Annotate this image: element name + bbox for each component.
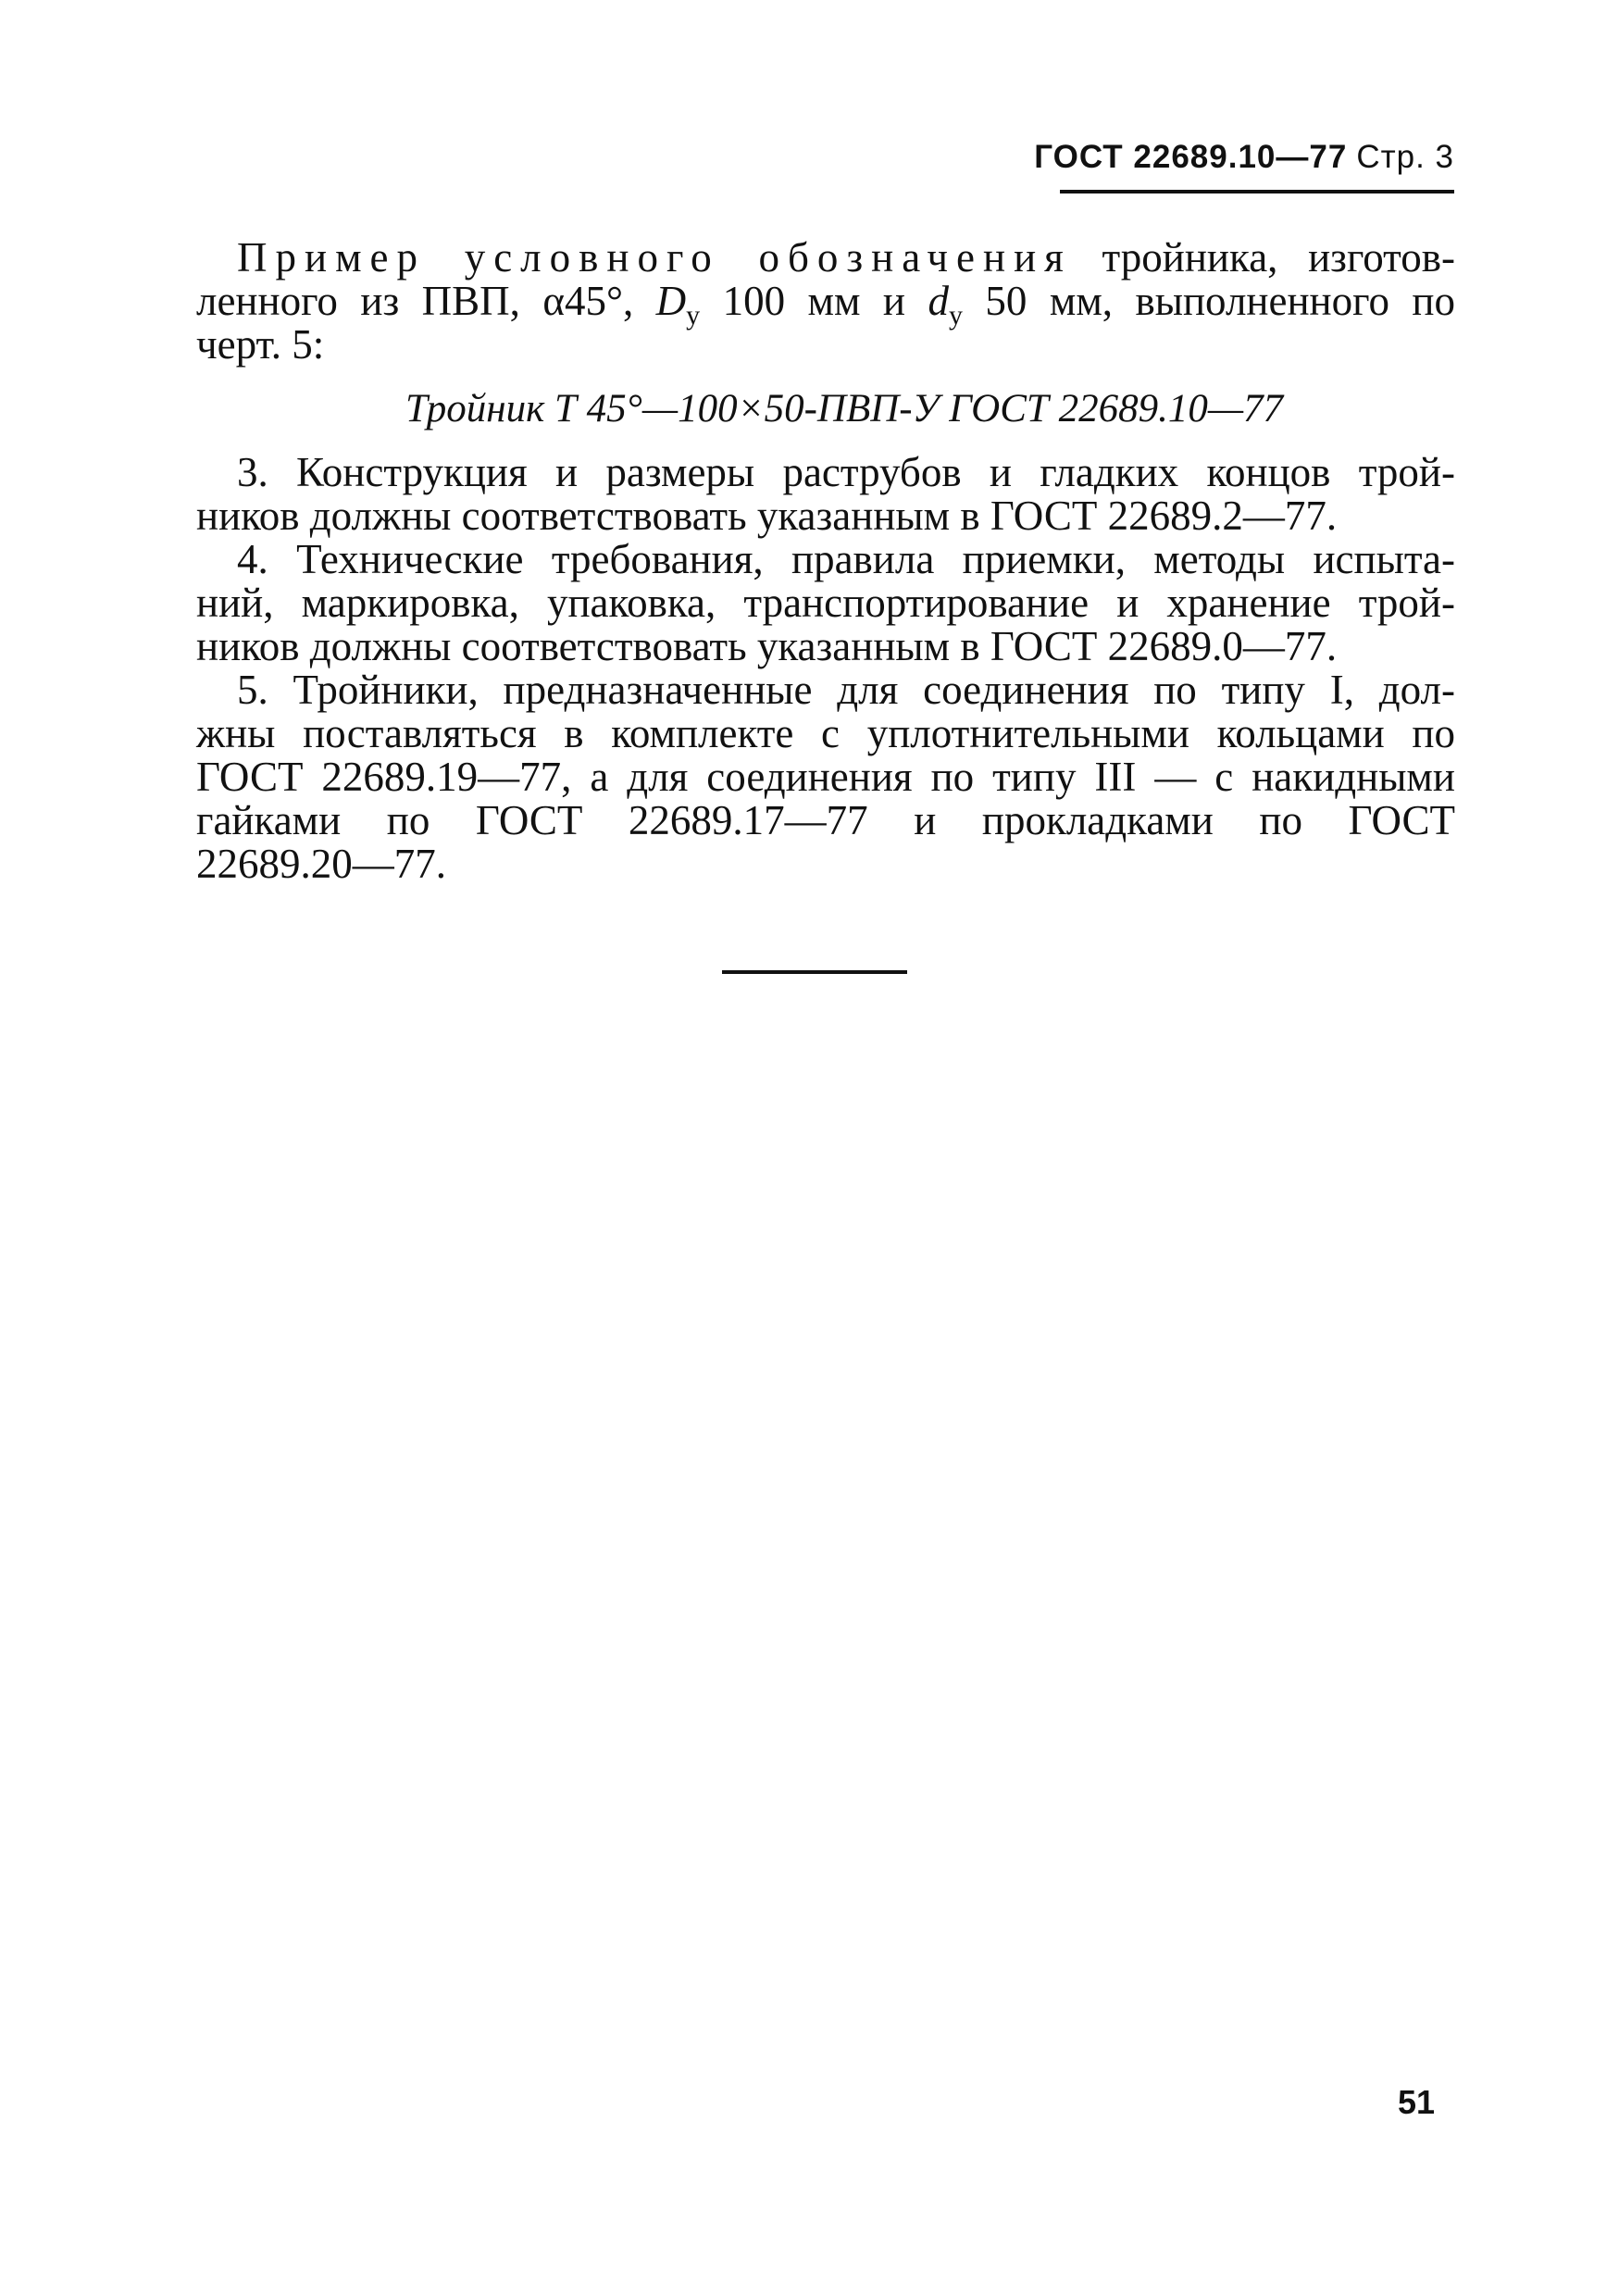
item-4-line-2: ний, маркировка, упаковка, транспортирование и хранение трой- — [196, 580, 1455, 626]
item-3-line-1: 3. Конструкция и размеры раструбов и гладких концов трой- — [237, 449, 1455, 495]
example-paragraph — [196, 236, 1455, 367]
dy-small-subscript: y — [948, 300, 963, 331]
end-rule — [722, 970, 907, 974]
item-5 — [196, 668, 1455, 886]
header-page-label: Стр. 3 — [1356, 139, 1454, 175]
item-4-line-1: 4. Технические требования, правила приемки, методы испыта- — [237, 536, 1455, 582]
example-spaced-text: Пример условного обозначения — [237, 234, 1072, 281]
example-line-2-c: 50 мм, выполненного по — [962, 278, 1455, 324]
dy-subscript: y — [686, 300, 701, 331]
header-standard: ГОСТ 22689.10—77 — [1034, 139, 1348, 175]
item-5-line-3: ГОСТ 22689.19—77, а для соединения по типу III — с накидными — [196, 754, 1455, 800]
header-rule — [1060, 190, 1454, 193]
example-line-1 — [196, 236, 1455, 280]
designation-example: Тройник Т 45°—100×50-ПВП-У ГОСТ 22689.10—77 — [405, 387, 1284, 430]
item-3-line-2: ников должны соответствовать указанным в ГОСТ 22689.2—77. — [196, 493, 1338, 539]
item-4-line-3: ников должны соответствовать указанным в ГОСТ 22689.0—77. — [196, 623, 1338, 669]
example-line-2-a: ленного из ПВП, α45°, — [196, 278, 656, 324]
item-4 — [196, 538, 1455, 668]
running-header — [1034, 139, 1454, 176]
item-3 — [196, 451, 1455, 538]
example-line-1-rest: тройника, изготов- — [1102, 234, 1455, 281]
item-5-line-1: 5. Тройники, предназначенные для соединения по типу I, дол- — [237, 667, 1455, 713]
example-line-2-b: 100 мм и — [700, 278, 928, 324]
item-5-line-2: жны поставляться в комплекте с уплотнительными кольцами по — [196, 710, 1455, 756]
item-5-line-5: 22689.20—77. — [196, 841, 446, 887]
dy-small-symbol: d — [928, 278, 949, 324]
dy-symbol: D — [655, 278, 687, 324]
example-line-3: черт. 5: — [196, 321, 325, 368]
item-5-line-4: гайками по ГОСТ 22689.17—77 и прокладками по ГОСТ — [196, 797, 1455, 843]
page-number: 51 — [1398, 2083, 1436, 2121]
document-body — [196, 236, 1455, 886]
example-line-2 — [196, 278, 1455, 331]
